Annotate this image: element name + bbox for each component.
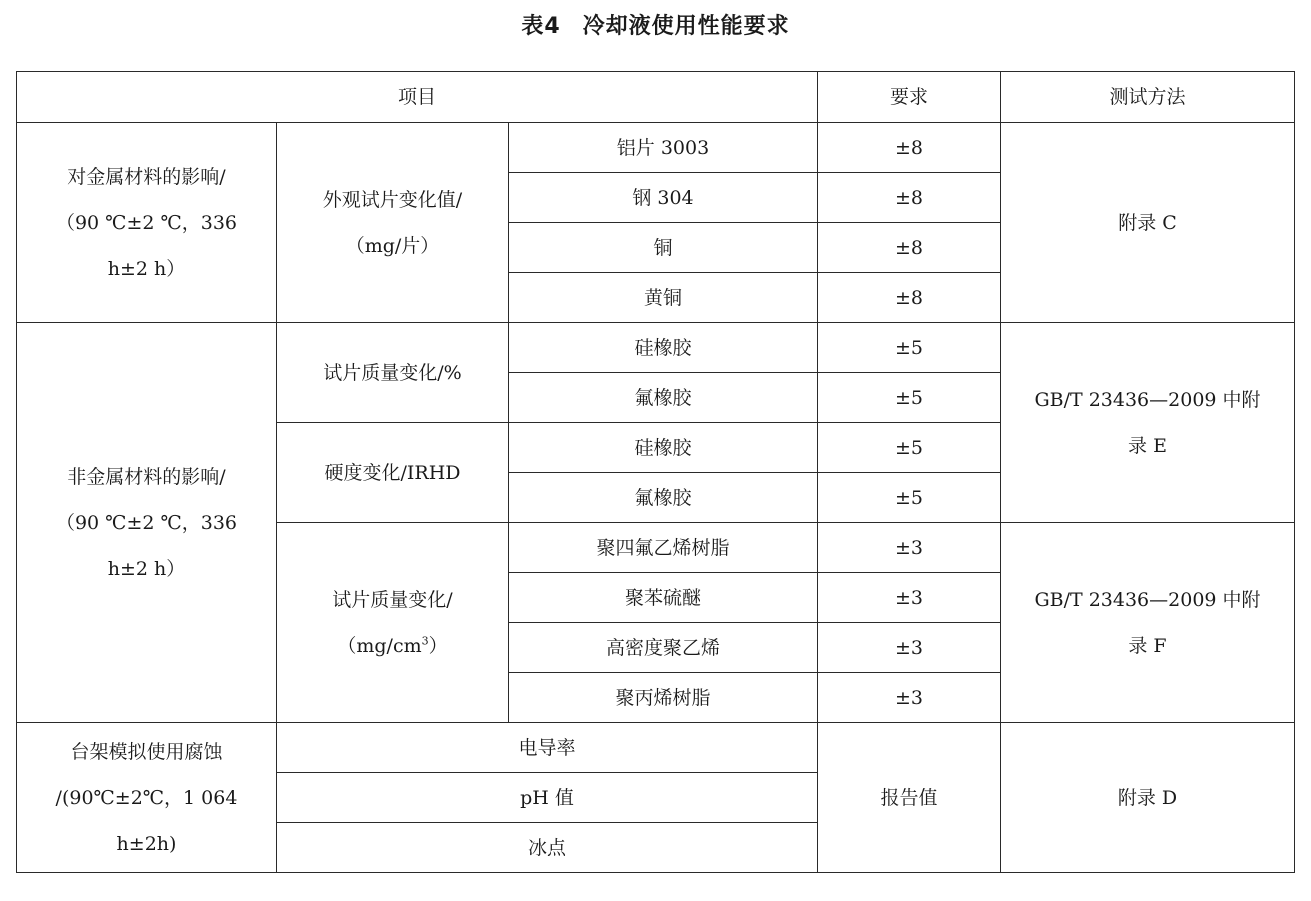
item-cell: 氟橡胶 xyxy=(509,473,818,523)
mass-vol-unit-superscript: 3 xyxy=(421,634,429,648)
requirement-cell: ±3 xyxy=(818,623,1001,673)
table-row xyxy=(17,123,1295,173)
requirement-cell: ±3 xyxy=(818,523,1001,573)
item-cell: 氟橡胶 xyxy=(509,373,818,423)
metal-category-line-3: h±2 h） xyxy=(107,257,186,280)
method-f-line-2: 录 F xyxy=(1128,634,1167,657)
bench-requirement-cell: 报告值 xyxy=(818,723,1001,873)
item-cell: 聚苯硫醚 xyxy=(509,573,818,623)
table-title xyxy=(0,10,1311,44)
nonmetal-category-line-2: （90 ℃±2 ℃，336 xyxy=(55,511,238,534)
item-cell: 钢 304 xyxy=(509,173,818,223)
nonmetal-category-line-3: h±2 h） xyxy=(107,557,186,580)
metal-subgroup-line-1: 外观试片变化值/ xyxy=(322,188,463,211)
item-cell: 铝片 3003 xyxy=(509,123,818,173)
hardness-subgroup-cell: 硬度变化/IRHD xyxy=(277,423,509,523)
bench-category-line-3: h±2h) xyxy=(116,832,177,855)
mass-vol-unit-close: ） xyxy=(428,634,448,657)
method-f-cell xyxy=(1001,523,1295,723)
mass-vol-subgroup-cell xyxy=(277,523,509,723)
item-cell: 硅橡胶 xyxy=(509,423,818,473)
header-requirement: 要求 xyxy=(818,72,1001,123)
requirement-cell: ±5 xyxy=(818,373,1001,423)
item-cell: 高密度聚乙烯 xyxy=(509,623,818,673)
table-row xyxy=(17,723,1295,773)
header-row xyxy=(17,72,1295,123)
mass-vol-line-1: 试片质量变化/ xyxy=(332,588,453,611)
metal-subgroup-line-2: （mg/片） xyxy=(345,234,440,257)
item-cell: 铜 xyxy=(509,223,818,273)
requirement-cell: ±8 xyxy=(818,223,1001,273)
method-f-line-1: GB/T 23436—2009 中附 xyxy=(1034,588,1261,611)
item-cell: 电导率 xyxy=(277,723,818,773)
requirement-cell: ±8 xyxy=(818,173,1001,223)
bench-method-cell: 附录 D xyxy=(1001,723,1295,873)
bench-category-line-2: /(90℃±2℃，1 064 xyxy=(55,786,238,809)
bench-category-cell xyxy=(17,723,277,873)
metal-category-line-1: 对金属材料的影响/ xyxy=(67,165,226,188)
method-e-cell xyxy=(1001,323,1295,523)
bench-category-line-1: 台架模拟使用腐蚀 xyxy=(70,740,223,763)
item-cell: 聚四氟乙烯树脂 xyxy=(509,523,818,573)
header-method: 测试方法 xyxy=(1001,72,1295,123)
requirement-cell: ±5 xyxy=(818,423,1001,473)
nonmetal-category-line-1: 非金属材料的影响/ xyxy=(67,465,226,488)
item-cell: 硅橡胶 xyxy=(509,323,818,373)
requirement-cell: ±8 xyxy=(818,123,1001,173)
metal-subgroup-cell xyxy=(277,123,509,323)
table-number: 表4 xyxy=(521,14,561,39)
item-cell: pH 值 xyxy=(277,773,818,823)
mass-vol-unit: （mg/cm xyxy=(337,634,422,657)
item-cell: 冰点 xyxy=(277,823,818,873)
mass-pct-subgroup-cell: 试片质量变化/% xyxy=(277,323,509,423)
metal-category-line-2: （90 ℃±2 ℃，336 xyxy=(55,211,238,234)
metal-category-cell xyxy=(17,123,277,323)
requirement-cell: ±8 xyxy=(818,273,1001,323)
table-row xyxy=(17,323,1295,373)
requirement-cell: ±5 xyxy=(818,473,1001,523)
requirement-cell: ±5 xyxy=(818,323,1001,373)
item-cell: 黄铜 xyxy=(509,273,818,323)
header-item: 项目 xyxy=(17,72,818,123)
item-cell: 聚丙烯树脂 xyxy=(509,673,818,723)
requirements-table xyxy=(16,71,1295,873)
metal-method-cell: 附录 C xyxy=(1001,123,1295,323)
table-title-text: 冷却液使用性能要求 xyxy=(582,14,790,39)
method-e-line-2: 录 E xyxy=(1128,434,1167,457)
mass-vol-line-2 xyxy=(332,623,452,669)
nonmetal-category-cell xyxy=(17,323,277,723)
requirement-cell: ±3 xyxy=(818,573,1001,623)
requirement-cell: ±3 xyxy=(818,673,1001,723)
method-e-line-1: GB/T 23436—2009 中附 xyxy=(1034,388,1261,411)
